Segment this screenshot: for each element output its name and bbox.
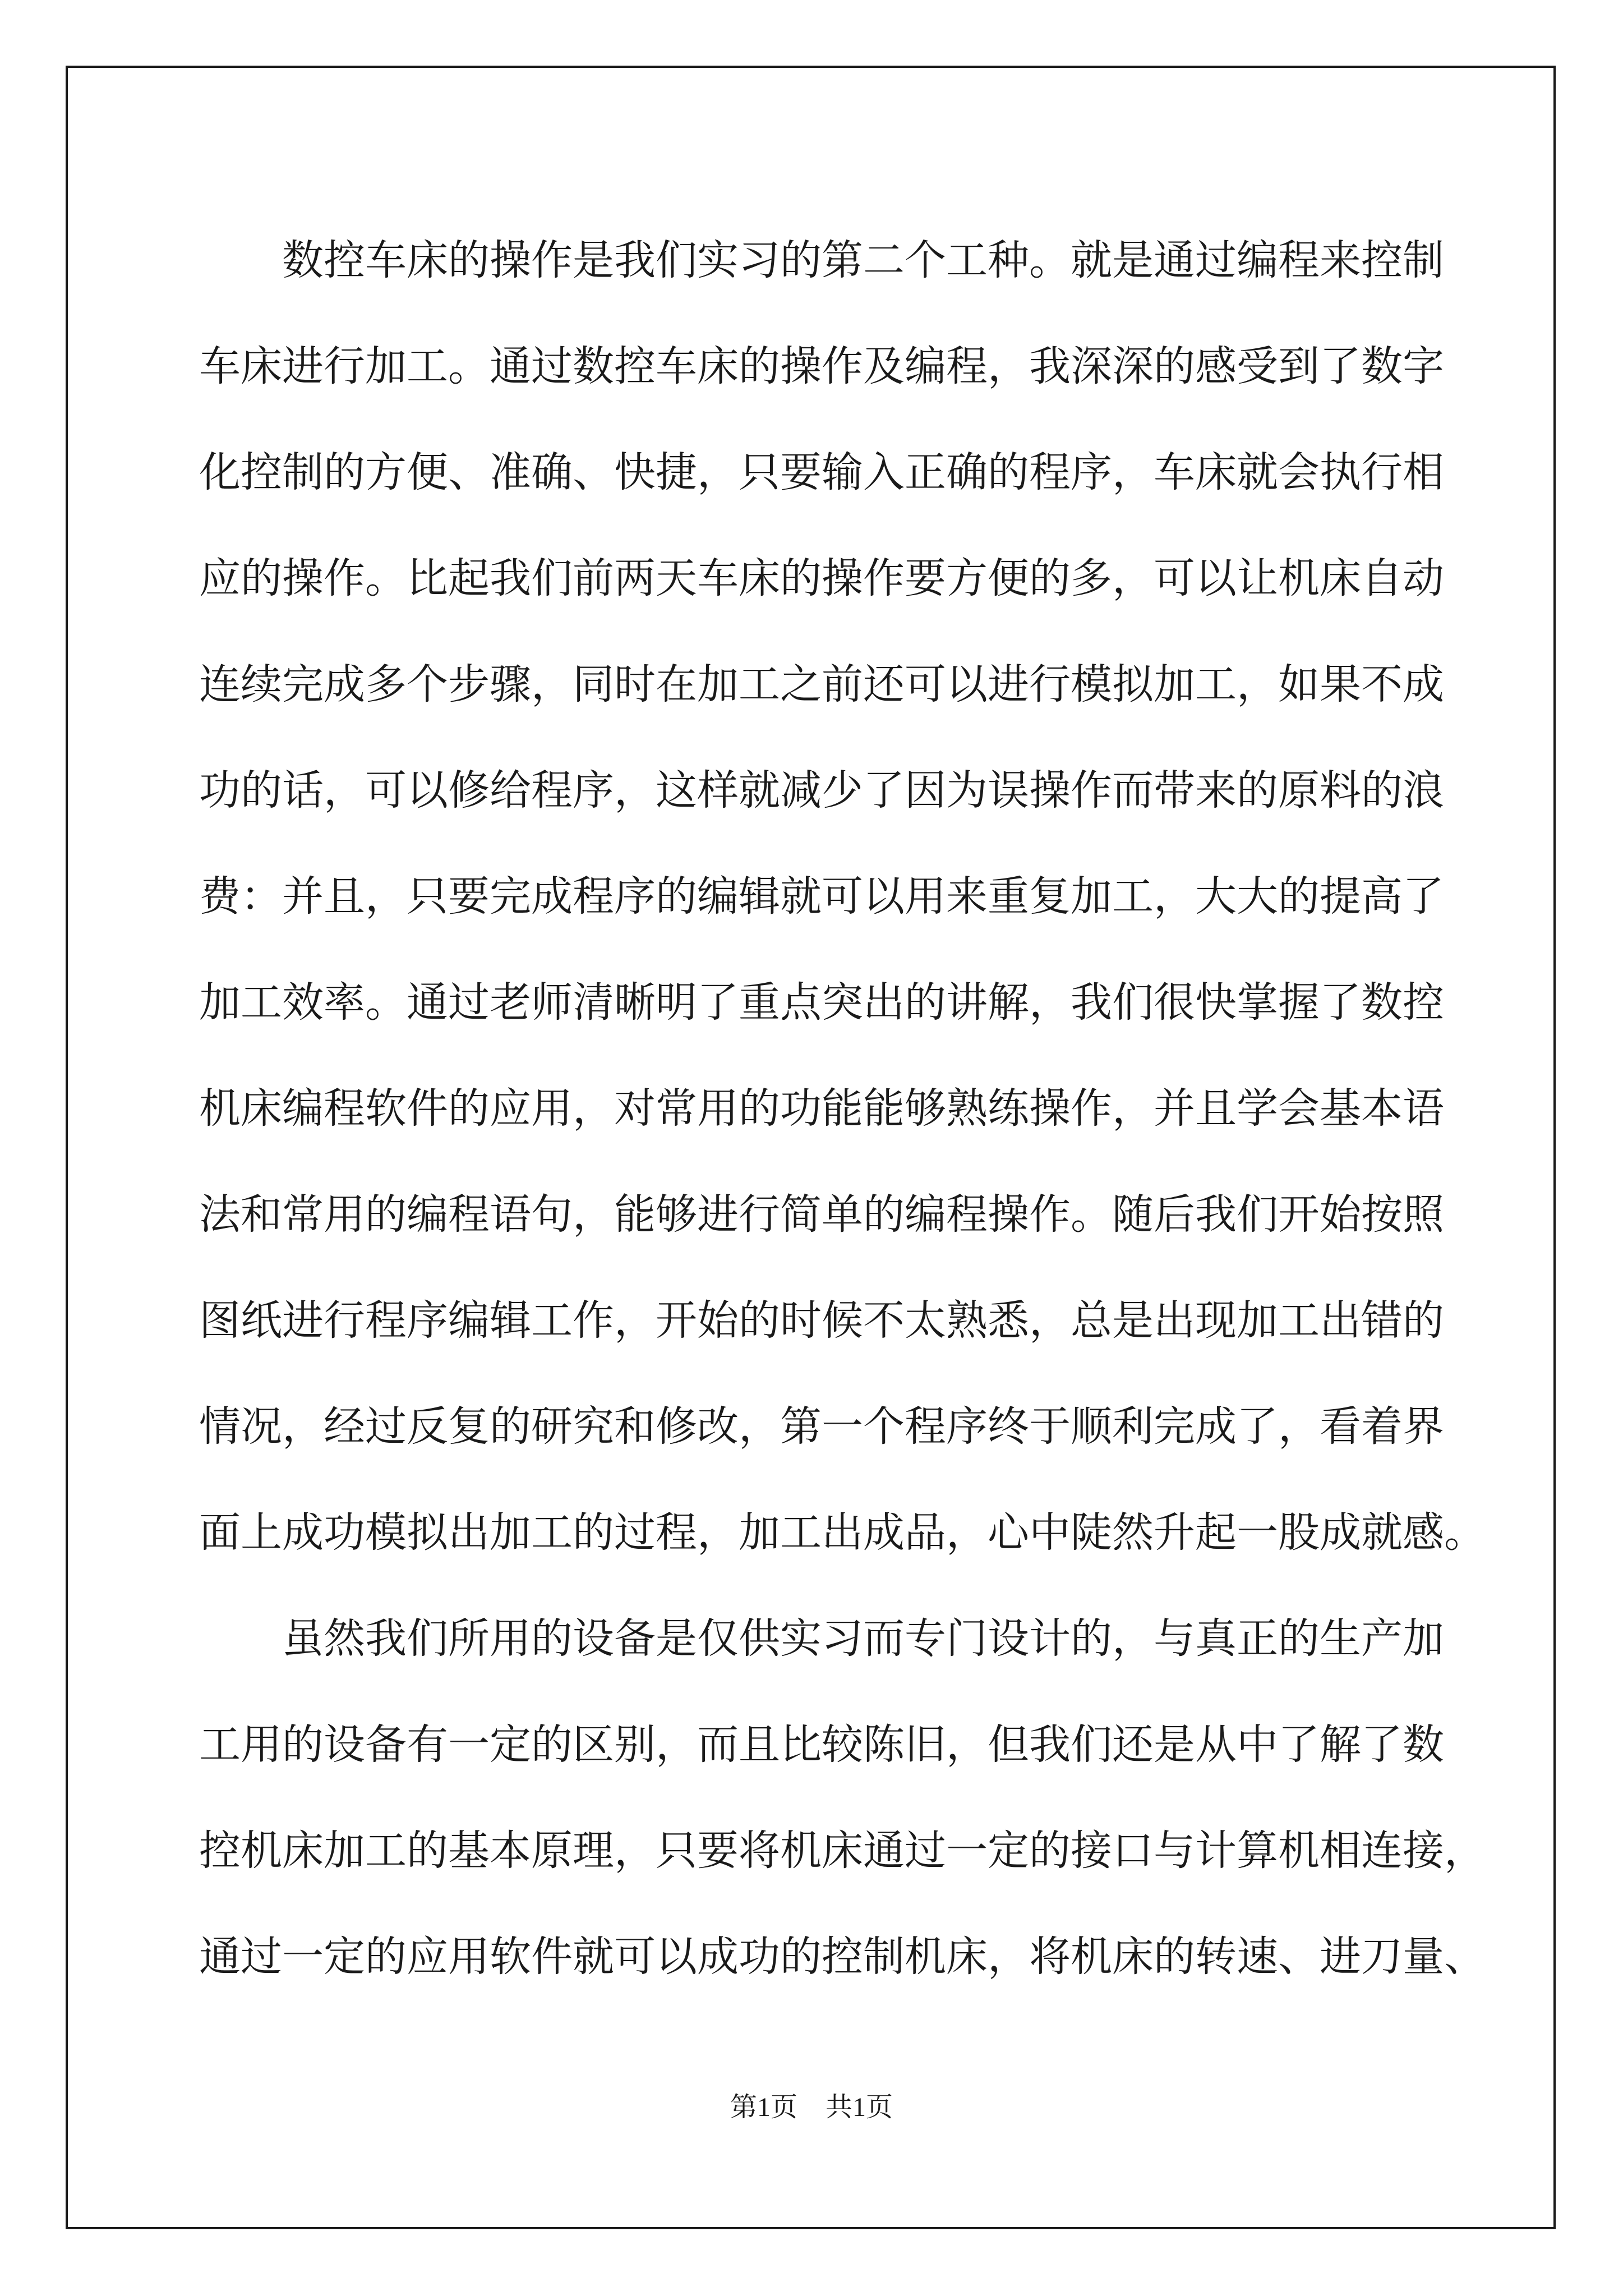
total-pages: 共1页 (826, 2092, 893, 2122)
text-line: 费：并且，只要完成程序的编辑就可以用来重复加工，大大的提高了 (199, 872, 1444, 921)
text-line: 加工效率。通过老师清晰明了重点突出的讲解，我们很快掌握了数控 (199, 978, 1444, 1027)
page-number: 第1页 (730, 2092, 797, 2122)
text-line: 应的操作。比起我们前两天车床的操作要方便的多，可以让机床自动 (199, 554, 1444, 602)
page-footer (0, 2091, 1623, 2124)
text-line: 连续完成多个步骤，同时在加工之前还可以进行模拟加工，如果不成 (199, 660, 1444, 708)
document-body (199, 208, 1486, 2010)
text-line: 工用的设备有一定的区别，而且比较陈旧，但我们还是从中了解了数 (199, 1720, 1444, 1769)
text-line: 控机床加工的基本原理，只要将机床通过一定的接口与计算机相连接， (199, 1826, 1486, 1875)
text-line: 数控车床的操作是我们实习的第二个工种。就是通过编程来控制 (199, 236, 1444, 284)
text-line: 图纸进行程序编辑工作，开始的时候不太熟悉，总是出现加工出错的 (199, 1296, 1444, 1345)
text-line: 法和常用的编程语句，能够进行简单的编程操作。随后我们开始按照 (199, 1190, 1444, 1239)
text-line: 面上成功模拟出加工的过程，加工出成品，心中陡然升起一股成就感。 (199, 1508, 1486, 1557)
text-line: 车床进行加工。通过数控车床的操作及编程，我深深的感受到了数字 (199, 342, 1444, 390)
text-line: 情况，经过反复的研究和修改，第一个程序终于顺利完成了，看着界 (199, 1402, 1444, 1451)
text-line: 化控制的方便、准确、快捷，只要输入正确的程序，车床就会执行相 (199, 448, 1444, 496)
text-line: 通过一定的应用软件就可以成功的控制机床，将机床的转速、进刀量、 (199, 1932, 1486, 1981)
text-line: 功的话，可以修给程序，这样就减少了因为误操作而带来的原料的浪 (199, 766, 1444, 815)
text-line: 机床编程软件的应用，对常用的功能能够熟练操作，并且学会基本语 (199, 1084, 1444, 1133)
text-line: 虽然我们所用的设备是仅供实习而专门设计的，与真正的生产加 (199, 1614, 1444, 1663)
